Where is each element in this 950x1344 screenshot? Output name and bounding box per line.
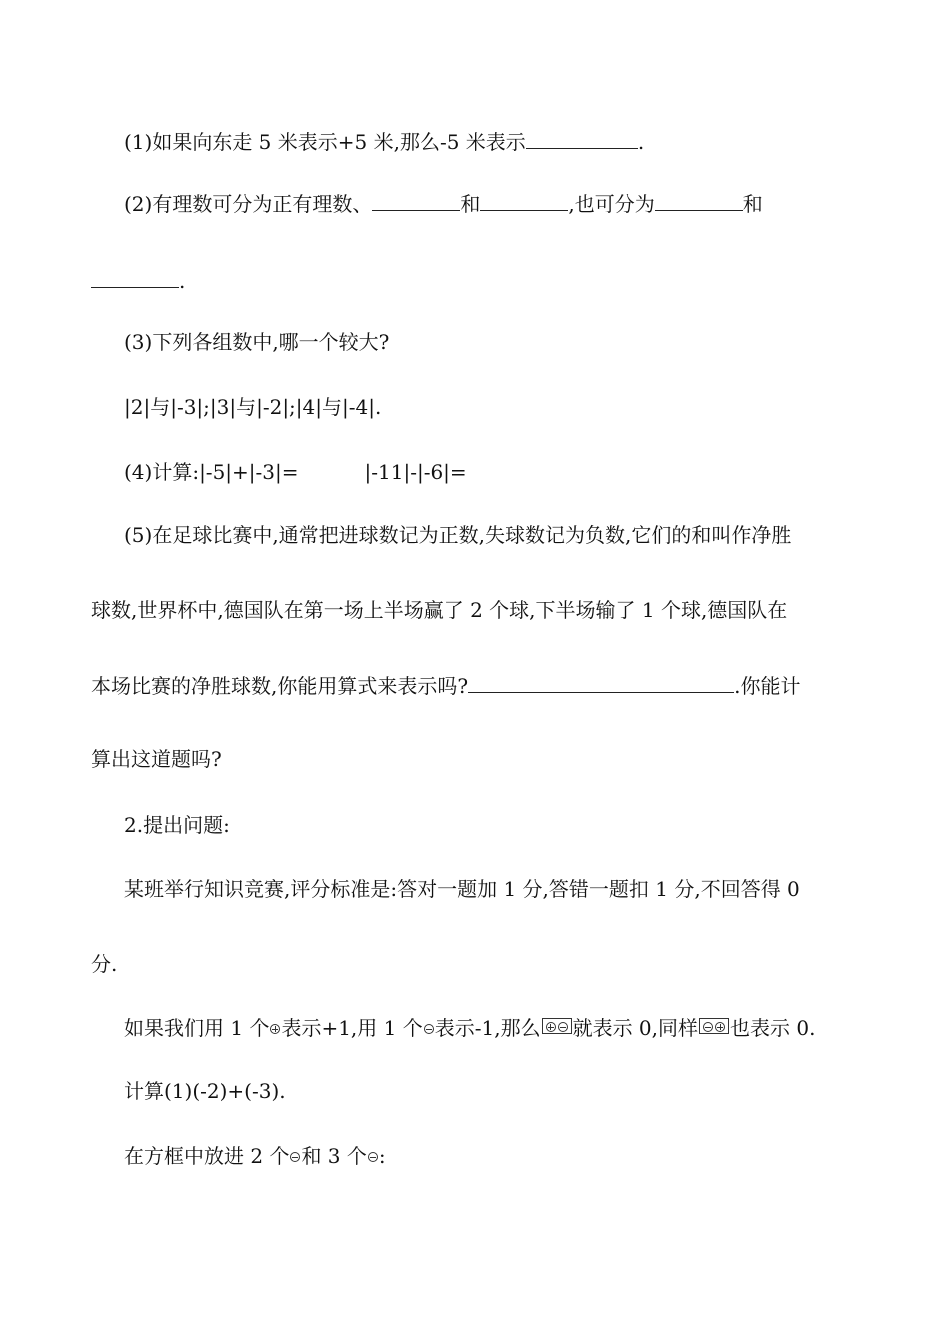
question-1 [124,128,644,155]
calc-text: 计算(1)(-2)+(-3). [124,1079,286,1103]
q3-items: |2|与|-3|;|3|与|-2|;|4|与|-4|. [124,395,382,419]
q5-line1: (5)在足球比赛中,通常把进球数记为正数,失球数记为负数,它们的和叫作净胜 [124,523,792,547]
circled-minus-icon [290,1152,300,1162]
rule-line2 [91,951,117,977]
circled-minus-icon [703,1022,713,1032]
q3-text: (3)下列各组数中,哪一个较大? [124,330,390,354]
box-text-a: 在方框中放进 2 个 [124,1144,290,1168]
circled-minus-icon [368,1152,378,1162]
section-title: 2.提出问题: [124,813,230,837]
q2-text-a: (2)有理数可分为正有理数、 [124,192,373,216]
q4-text-a: (4)计算:|-5|+|-3|= [124,460,299,484]
section-2-title [124,812,230,838]
q5-line4: 算出这道题吗? [91,747,222,771]
question-2-cont [91,267,185,294]
model-text-d: 就表示 0,同样 [572,1016,699,1040]
rule-line1 [124,876,800,902]
question-3 [124,329,389,355]
q5-line2: 球数,世界杯中,德国队在第一场上半场赢了 2 个球,下半场输了 1 个球,德国队在 [91,598,788,622]
answer-blank [91,267,179,288]
question-5-line3 [91,672,800,699]
circled-minus-icon [558,1022,568,1032]
box-line [124,1143,386,1169]
plus-minus-pair-icon [542,1018,572,1034]
circled-plus-icon [270,1024,280,1034]
question-5-line4 [91,746,222,772]
model-text-a: 如果我们用 1 个 [124,1016,270,1040]
question-2 [124,190,763,217]
q2-end: . [179,269,186,293]
circled-plus-icon [715,1022,725,1032]
question-5-line2 [91,597,787,623]
rule-text1: 某班举行知识竞赛,评分标准是:答对一题加 1 分,答错一题扣 1 分,不回答得 0 [124,877,800,901]
calc-line [124,1078,286,1104]
q1-text: (1)如果向东走 5 米表示+5 米,那么-5 米表示 [124,130,526,154]
q5-line3a: 本场比赛的净胜球数,你能用算式来表示吗? [91,674,469,698]
model-line [124,1015,815,1041]
q2-text-c: ,也可分为 [568,192,655,216]
question-3-items [124,394,381,420]
q5-line3b: .你能计 [734,674,801,698]
minus-plus-pair-icon [699,1018,729,1034]
q1-end: . [637,130,645,154]
q2-text-d: 和 [742,192,763,216]
answer-blank [468,672,734,693]
model-text-e: 也表示 0. [730,1016,816,1040]
circled-minus-icon [424,1024,434,1034]
rule-text2: 分. [91,952,118,976]
circled-plus-icon [546,1022,556,1032]
answer-blank [655,190,743,211]
answer-blank [372,190,460,211]
answer-blank [526,128,638,149]
question-4 [124,459,467,485]
box-text-c: : [378,1144,386,1168]
q2-text-b: 和 [460,192,481,216]
box-text-b: 和 3 个 [301,1144,367,1168]
question-5-line1 [124,522,791,548]
model-text-c: 表示-1,那么 [434,1016,541,1040]
q4-text-b: |-11|-|-6|= [364,460,467,484]
answer-blank [480,190,568,211]
model-text-b: 表示+1,用 1 个 [281,1016,423,1040]
